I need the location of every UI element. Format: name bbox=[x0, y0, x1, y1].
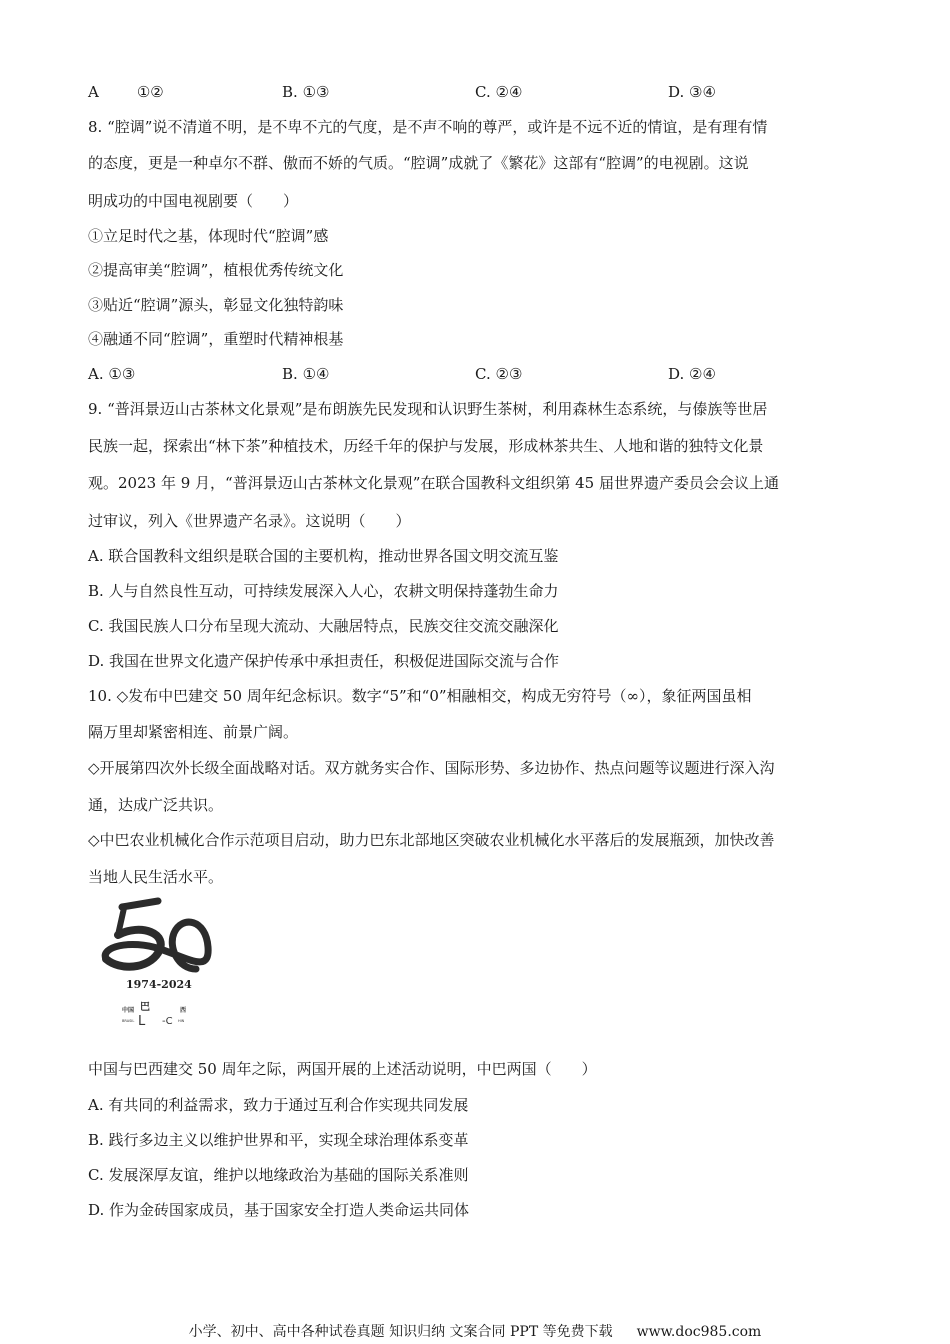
q8-item: ②提高审美“腔调”，植根优秀传统文化 bbox=[88, 261, 344, 279]
q9-stem-line: 民族一起，探索出“林下茶”种植技术，历经千年的保护与发展，形成林茶共生、人地和谐的独特文化景 bbox=[88, 437, 764, 455]
q10-option-c: C. 发展深厚友谊，维护以地缘政治为基础的国际关系准则 bbox=[88, 1166, 469, 1184]
q8-stem-line: 8. “腔调”说不清道不明，是不卑不亢的气度，是不声不响的尊严，或许是不远不近的情谊，是有理有情 bbox=[88, 118, 768, 136]
logo-number-graphic bbox=[105, 901, 208, 969]
svg-text:中国: 中国 bbox=[122, 1007, 135, 1014]
q9-stem-line: 9. “普洱景迈山古茶林文化景观”是布朗族先民发现和认识野生茶树，利用森林生态系统，与傣族等世居 bbox=[88, 400, 768, 418]
q10-option-d: D. 作为金砖国家成员，基于国家安全打造人类命运共同体 bbox=[88, 1201, 470, 1219]
q10-material-line: ◇中巴农业机械化合作示范项目启动，助力巴东北部地区突破农业机械化水平落后的发展瓶颈，加快改善 bbox=[88, 831, 775, 849]
logo-years: 1974-2024 bbox=[126, 978, 192, 991]
q10-material-line: 当地人民生活水平。 bbox=[88, 868, 224, 886]
logo-wordmark bbox=[122, 1001, 186, 1029]
q7-option-a: A ①② bbox=[88, 83, 164, 101]
q10-material-line: ◇开展第四次外长级全面战略对话。双方就务实合作、国际形势、多边协作、热点问题等议题进行深入沟 bbox=[88, 759, 775, 777]
q8-option-c: C. ②③ bbox=[475, 365, 523, 383]
q8-option-a: A. ①③ bbox=[88, 365, 136, 383]
svg-text:L: L bbox=[138, 1014, 146, 1029]
q9-stem-line: 观。2023 年 9 月，“普洱景迈山古茶林文化景观”在联合国教科文组织第 45 届世界遗产委员会会议上通 bbox=[88, 474, 779, 492]
page-footer bbox=[0, 1323, 950, 1341]
q10-material-line: 10. ◇发布中巴建交 50 周年纪念标识。数字“5”和“0”相融相交，构成无穷符号（∞），象征两国虽相 bbox=[88, 687, 752, 705]
q8-item: ④融通不同“腔调”，重塑时代精神根基 bbox=[88, 330, 344, 348]
footer-url[interactable]: www.doc985.com bbox=[636, 1324, 762, 1340]
q8-stem-line: 明成功的中国电视剧要（ ） bbox=[88, 192, 299, 210]
q7-option-c: C. ②④ bbox=[475, 83, 523, 101]
q9-option-b: B. 人与自然良性互动，可持续发展深入人心，农耕文明保持蓬勃生命力 bbox=[88, 582, 559, 600]
svg-text:西: 西 bbox=[180, 1007, 187, 1014]
q10-material-line: 通，达成广泛共识。 bbox=[88, 796, 224, 814]
svg-text:-C: -C bbox=[162, 1016, 173, 1027]
q10-material-line: 隔万里却紧密相连、前景广阔。 bbox=[88, 723, 299, 741]
q9-option-d: D. 我国在世界文化遗产保护传承中承担责任，积极促进国际交流与合作 bbox=[88, 652, 560, 670]
q9-option-a: A. 联合国教科文组织是联合国的主要机构，推动世界各国文明交流互鉴 bbox=[88, 547, 559, 565]
q9-option-c: C. 我国民族人口分布呈现大流动、大融居特点，民族交往交流交融深化 bbox=[88, 617, 559, 635]
q10-question: 中国与巴西建交 50 周年之际，两国开展的上述活动说明，中巴两国（ ） bbox=[88, 1060, 597, 1078]
q8-stem-line: 的态度，更是一种卓尔不群、傲而不娇的气质。“腔调”成就了《繁花》这部有“腔调”的电视剧。这说 bbox=[88, 154, 749, 172]
footer-text: 小学、初中、高中各种试卷真题 知识归纳 文案合同 PPT 等免费下载 bbox=[188, 1324, 613, 1340]
q7-option-d: D. ③④ bbox=[668, 83, 716, 101]
svg-text:巴: 巴 bbox=[140, 1002, 150, 1013]
q8-option-b: B. ①④ bbox=[282, 365, 330, 383]
china-brazil-50-anniversary-logo bbox=[100, 895, 225, 1030]
svg-text:HIN: HIN bbox=[178, 1019, 185, 1023]
svg-text:BRASIL: BRASIL bbox=[122, 1019, 135, 1023]
q8-item: ③贴近“腔调”源头，彰显文化独特韵味 bbox=[88, 296, 344, 314]
q8-option-d: D. ②④ bbox=[668, 365, 716, 383]
q10-option-b: B. 践行多边主义以维护世界和平，实现全球治理体系变革 bbox=[88, 1131, 469, 1149]
q8-item: ①立足时代之基，体现时代“腔调”感 bbox=[88, 227, 329, 245]
q10-option-a: A. 有共同的利益需求，致力于通过互利合作实现共同发展 bbox=[88, 1096, 469, 1114]
q7-option-b: B. ①③ bbox=[282, 83, 330, 101]
q9-stem-line: 过审议，列入《世界遗产名录》。这说明（ ） bbox=[88, 512, 411, 530]
